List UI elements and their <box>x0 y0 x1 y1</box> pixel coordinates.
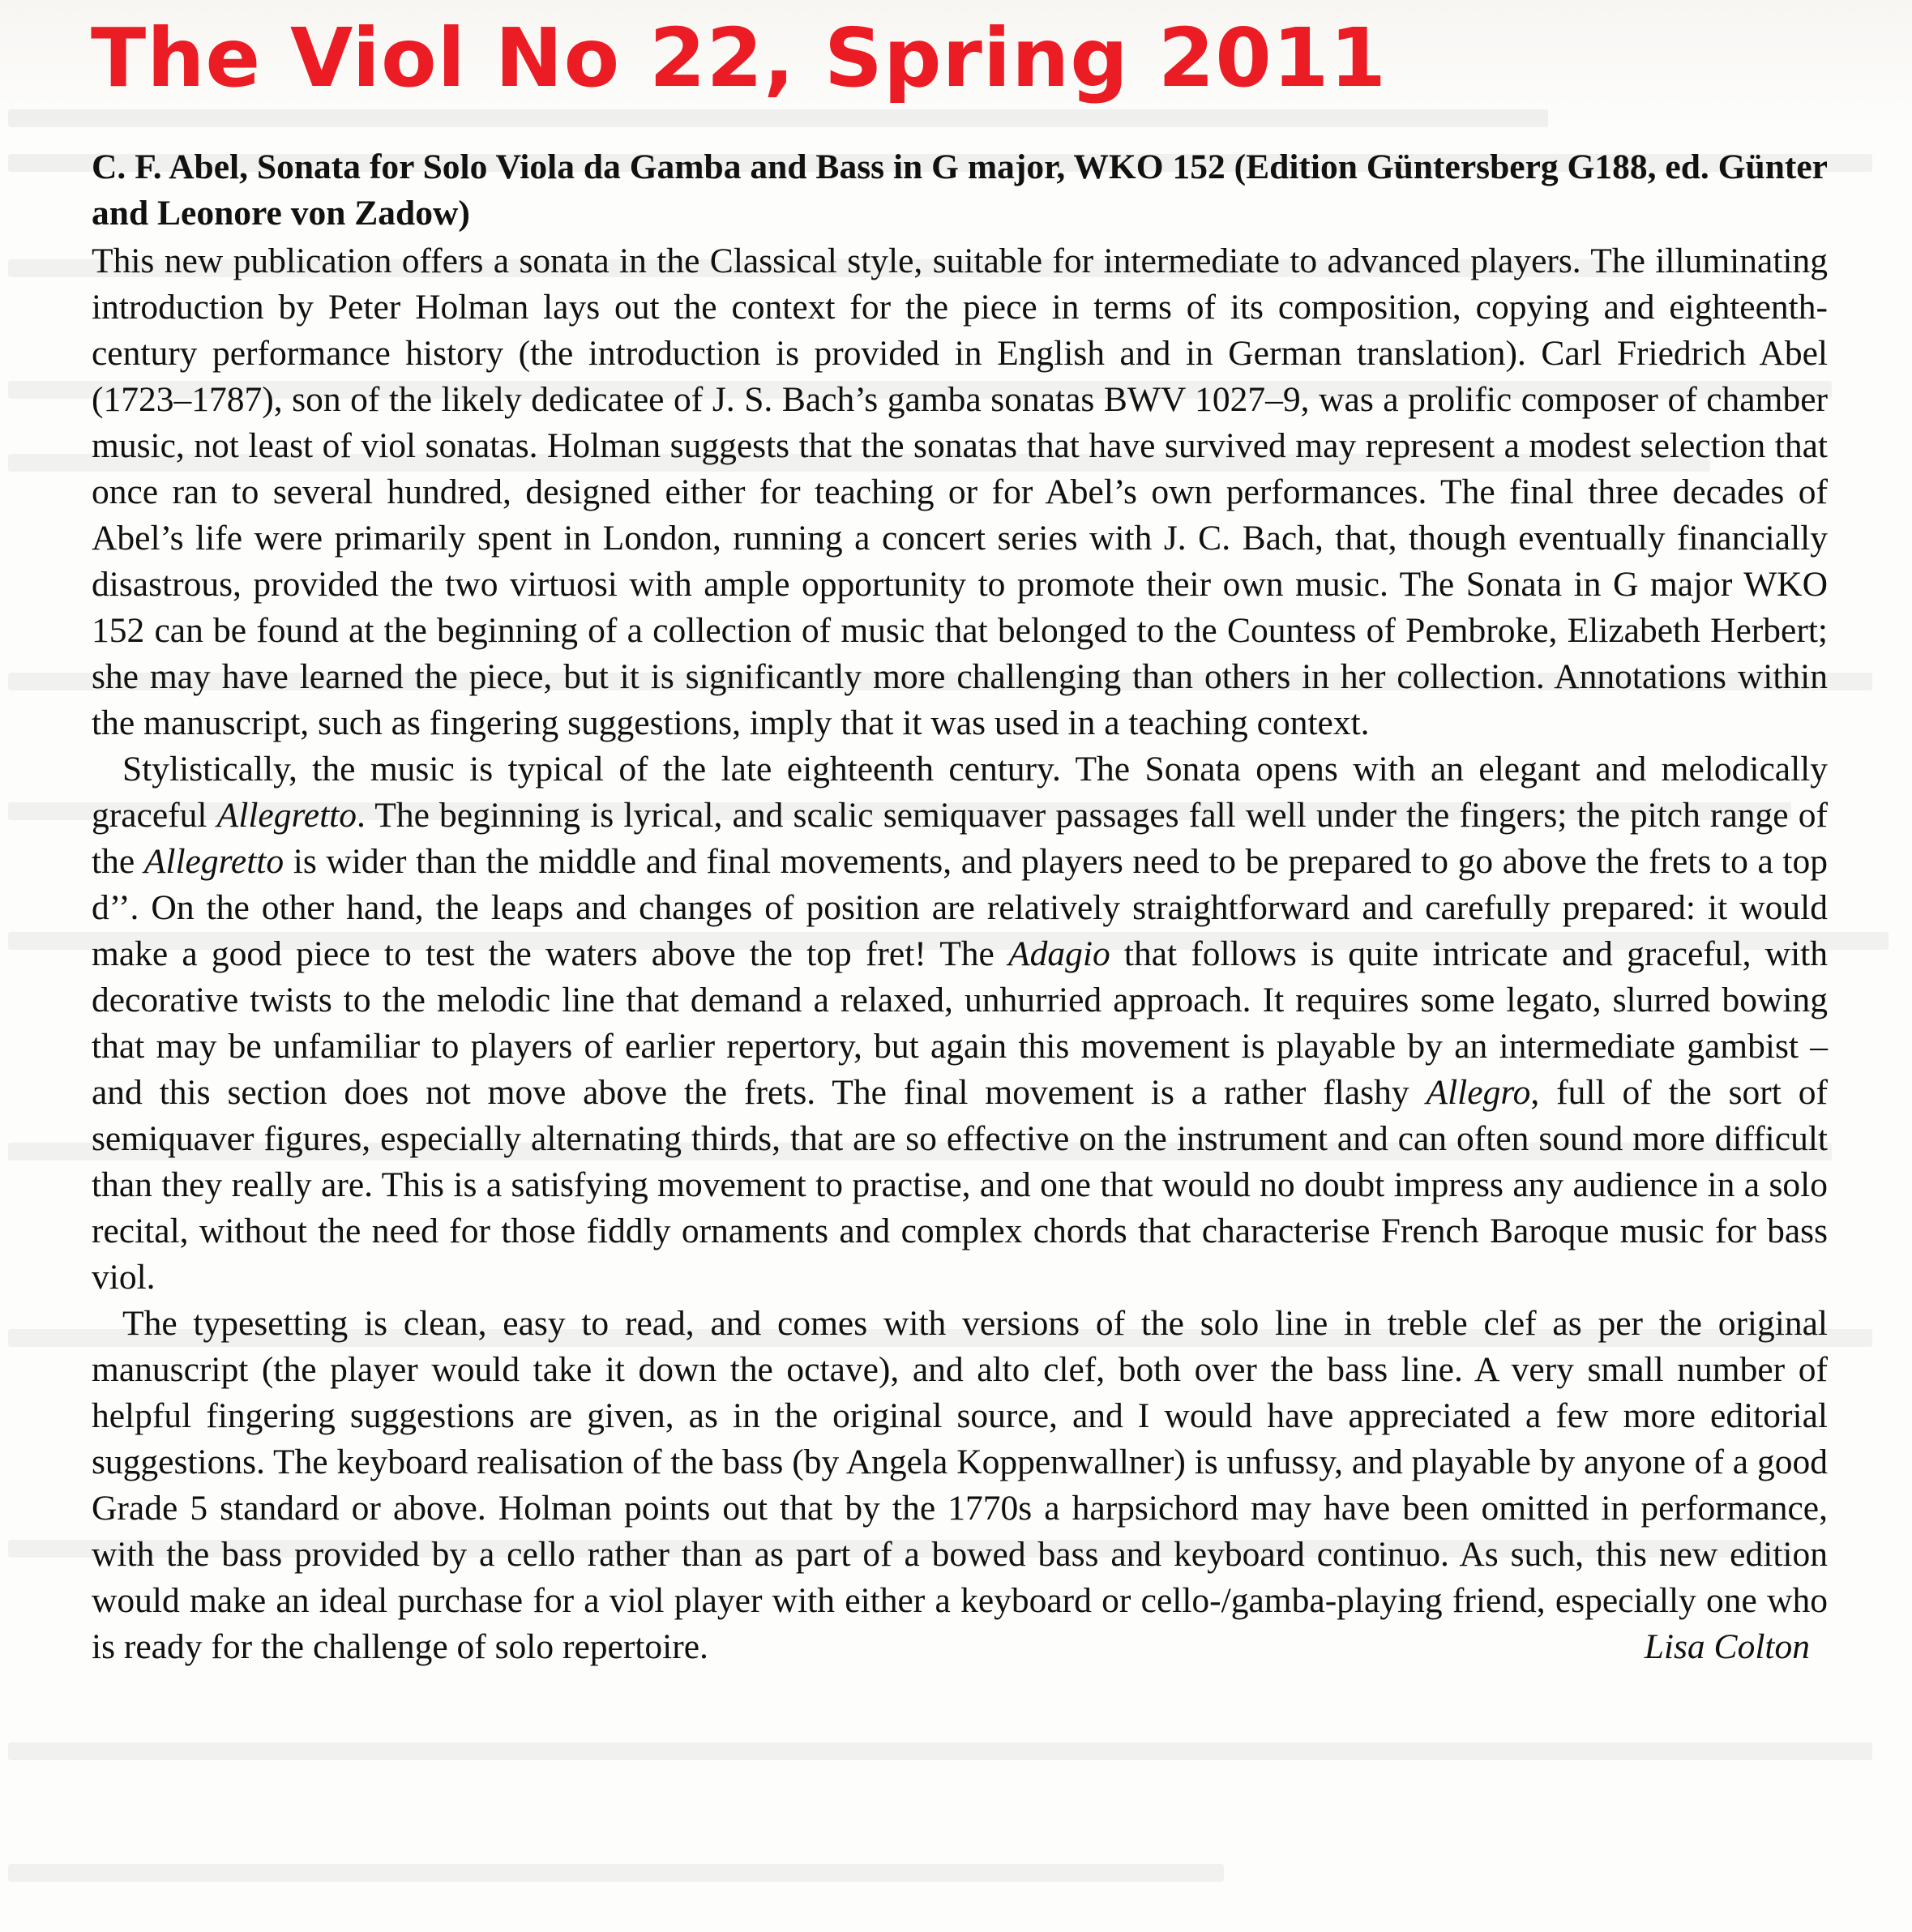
movement-title: Allegretto <box>143 842 284 881</box>
review-paragraph-3: The typesetting is clean, easy to read, and comes with versions of the solo line in treble clef as per the original manuscript (the player would take it down the octave), and alto clef, both over the bass line. A very small number of helpful fingering suggestions are given, as in the original source, and I would have appreciated a few more editorial suggestions. The keyboard realisation of the bass (by Angela Koppenwallner) is unfussy, and playable by anyone of a good Grade 5 standard or above. Holman points out that by the 1770s a harpsichord may have been omitted in performance, with the bass provided by a cello rather than as part of a bowed bass and keyboard continuo. As such, this new edition would make an ideal purchase for a viol player with either a keyboard or cello-/gamba-playing friend, especially one who is ready for the challenge of solo repertoire. <box>92 1304 1828 1666</box>
review-article <box>92 144 1828 1670</box>
reviewer-name: Lisa Colton <box>1644 1627 1810 1666</box>
movement-title: Allegro <box>1426 1073 1531 1112</box>
movement-title: Allegretto <box>216 796 357 835</box>
review-paragraph-3-wrapper <box>92 1301 1828 1670</box>
review-heading: C. F. Abel, Sonata for Solo Viola da Gamba and Bass in G major, WKO 152 (Edition Güntersberg G188, ed. Günter and Leonore von Zadow) <box>92 147 1828 233</box>
review-paragraph-2: Stylistically, the music is typical of the late eighteenth century. The Sonata opens with an elegant and melodically graceful Allegretto. The beginning is lyrical, and scalic semiquaver passages fall well under the fingers; the pitch range of the Allegretto is wider than the middle and final movements, and players need to be prepared to go above the frets to a top d’’. On the other hand, the leaps and changes of position are relatively straightforward and carefully prepared: it would make a good piece to test the waters above the top fret! The Adagio that follows is quite intricate and graceful, with decorative twists to the melodic line that demand a relaxed, unhurried approach. It requires some legato, slurred bowing that may be unfamiliar to players of earlier repertory, but again this movement is playable by an intermediate gambist – and this section does not move above the frets. The final movement is a rather flashy Allegro, full of the sort of semiquaver figures, especially alternating thirds, that are so effective on the instrument and can often sound more difficult than they really are. This is a satisfying movement to practise, and one that would no doubt impress any audience in a solo recital, without the need for those fiddly ornaments and complex chords that characterise French Baroque music for bass viol. <box>92 750 1828 1297</box>
journal-masthead: The Viol No 22, Spring 2011 <box>91 11 1388 105</box>
movement-title: Adagio <box>1008 934 1110 973</box>
review-paragraph-1: This new publication offers a sonata in the Classical style, suitable for intermediate to advanced players. The illuminating introduction by Peter Holman lays out the context for the piece in terms of its composition, copying and eighteenth-century performance history (the introduction is provided in English and in German translation). Carl Friedrich Abel (1723–1787), son of the likely dedicatee of J. S. Bach’s gamba sonatas BWV 1027–9, was a prolific composer of chamber music, not least of viol sonatas. Holman suggests that the sonatas that have survived may represent a modest selection that once ran to several hundred, designed either for teaching or for Abel’s own performances. The final three decades of Abel’s life were primarily spent in London, running a concert series with J. C. Bach, that, though eventually financially disastrous, provided the two virtuosi with ample opportunity to promote their own music. The Sonata in G major WKO 152 can be found at the beginning of a collection of music that belonged to the Countess of Pembroke, Elizabeth Herbert; she may have learned the piece, but it is significantly more challenging than others in her collection. Annotations within the manuscript, such as fingering suggestions, imply that it was used in a teaching context. <box>92 242 1828 742</box>
